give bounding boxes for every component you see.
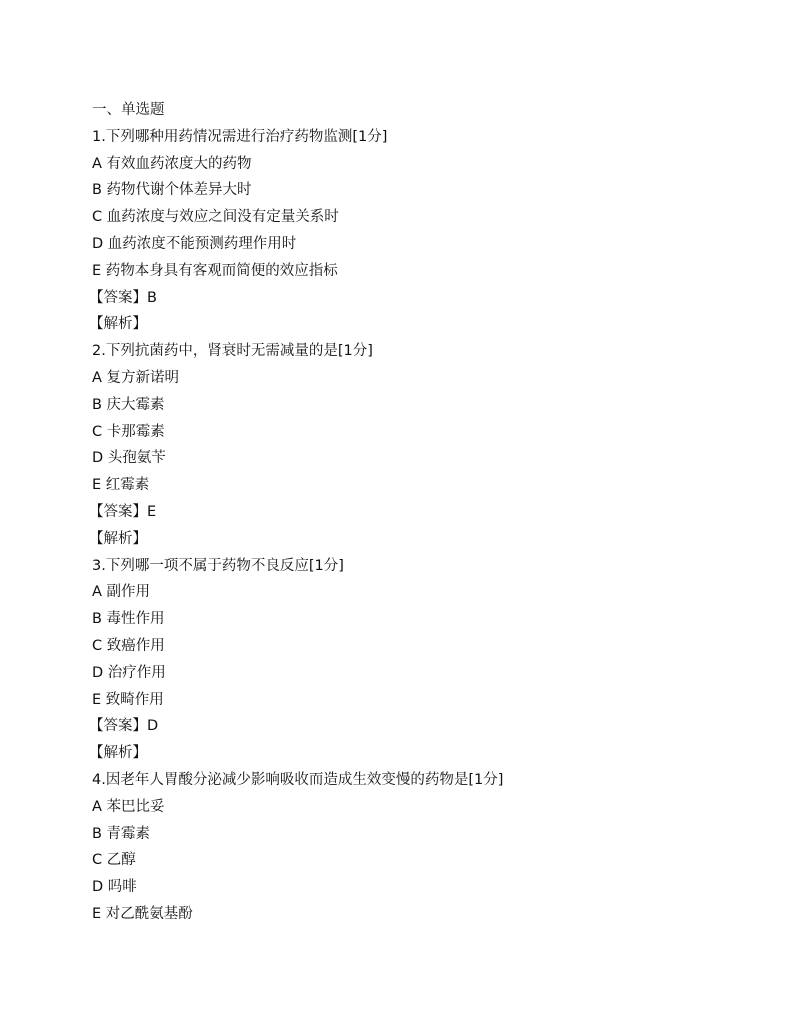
analysis: 【解析】 <box>89 316 147 333</box>
option-b: B 毒性作用 <box>92 611 165 628</box>
answer: 【答案】B <box>89 289 157 306</box>
option-e: E 对乙酰氨基酚 <box>92 905 193 922</box>
option-d: D 治疗作用 <box>92 664 166 681</box>
question-2 <box>89 338 752 552</box>
document-page <box>89 97 752 928</box>
option-a: A 复方新诺明 <box>92 369 180 386</box>
question-stem: 3.下列哪一项不属于药物不良反应[1分] <box>92 557 344 574</box>
option-b: B 青霉素 <box>92 825 151 842</box>
option-a: A 副作用 <box>92 584 151 601</box>
analysis: 【解析】 <box>89 530 147 547</box>
section-title: 一、单选题 <box>92 102 165 118</box>
option-e: E 药物本身具有客观而简便的效应指标 <box>92 262 338 279</box>
answer: 【答案】D <box>89 718 159 735</box>
question-stem: 2.下列抗菌药中，肾衰时无需减量的是[1分] <box>92 343 373 360</box>
option-c: C 卡那霉素 <box>92 423 165 440</box>
answer: 【答案】E <box>89 503 157 520</box>
question-3 <box>89 553 752 767</box>
question-4 <box>92 767 752 928</box>
option-d: D 头孢氨苄 <box>92 450 166 467</box>
option-a: A 苯巴比妥 <box>92 798 165 815</box>
option-e: E 红霉素 <box>92 477 150 494</box>
option-d: D 吗啡 <box>92 879 137 896</box>
option-a: A 有效血药浓度大的药物 <box>92 155 252 172</box>
question-stem: 1.下列哪种用药情况需进行治疗药物监测[1分] <box>92 128 388 145</box>
question-1 <box>89 124 752 338</box>
option-b: B 药物代谢个体差异大时 <box>92 182 252 199</box>
option-c: C 乙醇 <box>92 852 136 869</box>
option-b: B 庆大霉素 <box>92 396 165 413</box>
question-stem: 4.因老年人胃酸分泌减少影响吸收而造成生效变慢的药物是[1分] <box>92 771 504 788</box>
analysis: 【解析】 <box>89 745 147 762</box>
option-c: C 致癌作用 <box>92 637 165 654</box>
option-d: D 血药浓度不能预测药理作用时 <box>92 235 297 252</box>
option-c: C 血药浓度与效应之间没有定量关系时 <box>92 209 339 226</box>
option-e: E 致畸作用 <box>92 691 164 708</box>
